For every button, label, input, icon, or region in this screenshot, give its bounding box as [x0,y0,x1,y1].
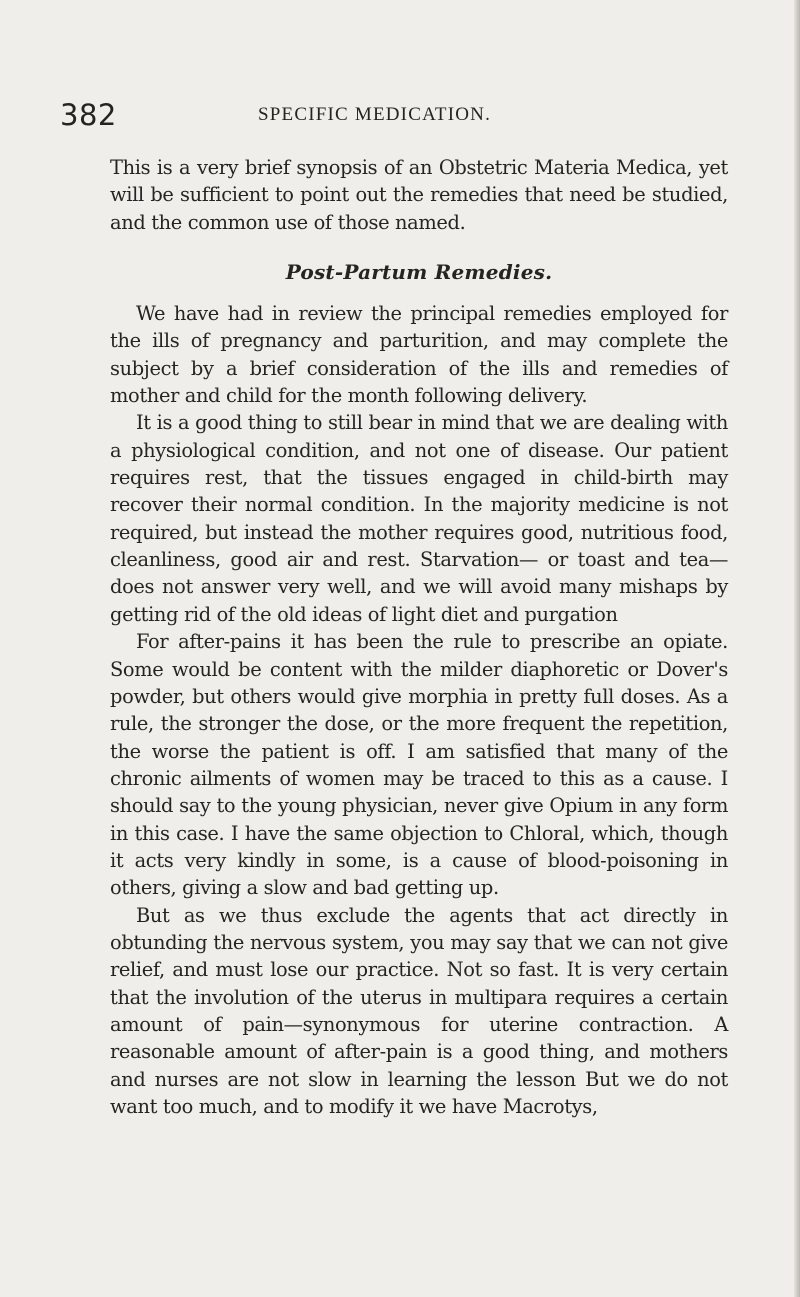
page-edge-shadow [794,0,800,1297]
body-text [110,154,728,1120]
page-number: 382 [60,98,117,132]
paragraph-review: We have had in review the principal remedies employed for the ills of pregnancy and parturition, and may complete the subject by a brief consideration of the ills and remedies of mother and child for the month following delivery. [110,302,728,408]
intro-paragraph: This is a very brief synopsis of an Obstetric Materia Medica, yet will be sufficient to point out the remedies that need be studied, and the common use of those named. [110,156,728,234]
page-header [60,98,750,138]
section-title: Post-Partum Remedies. [285,260,553,285]
paragraph-physiological-condition: It is a good thing to still bear in mind that we are dealing with a physiological condition, and not one of disease. Our patient requires rest, that the tissues engaged in child-birth may recover their normal condition. In the majority medicine is not required, but instead the mother requires good, nutritious food, cleanliness, good air and rest. Starvation— or toast and tea—does not answer very well, and we will avoid many mishaps by getting rid of the old ideas of light diet and purgation [110,411,728,626]
running-head: SPECIFIC MEDICATION. [258,104,492,125]
paragraph-after-pains: For after-pains it has been the rule to prescribe an opiate. Some would be content with the milder diaphoretic or Dover's powder, but others would give morphia in pretty full doses. As a rule, the stronger the dose, or the more frequent the repetition, the worse the patient is off. I am satisfied that many of the chronic ailments of women may be traced to this as a cause. I should say to the young physician, never give Opium in any form in this case. I have the same objection to Chloral, which, though it acts very kindly in some, is a cause of blood-poisoning in others, giving a slow and bad getting up. [110,630,728,900]
paragraph-nervous-system: But as we thus exclude the agents that act directly in obtunding the nervous system, you may say that we can not give relief, and must lose our practice. Not so fast. It is very certain that the involution of the uterus in multipara requires a certain amount of pain—synonymous for uterine contraction. A reasonable amount of after-pain is a good thing, and mothers and nurses are not slow in learning the lesson But we do not want too much, and to modify it we have Macrotys, [110,903,728,1118]
